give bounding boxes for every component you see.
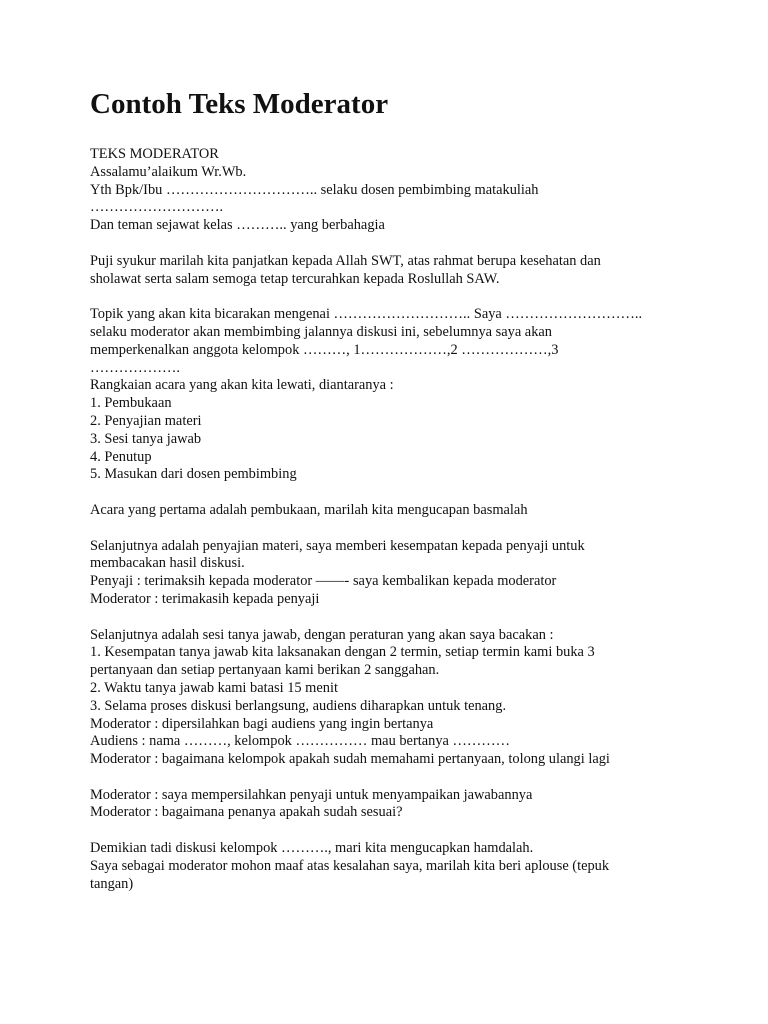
text-line: ………………. [90,359,180,376]
text-line: membacakan hasil diskusi. [90,555,245,572]
text-line: Audiens : nama ………, kelompok …………… mau bertanya ………… [90,733,511,750]
text-line: 1. Pembukaan [90,395,172,412]
text-line: 4. Penutup [90,448,152,465]
blank-line [90,235,690,253]
document-body [90,146,690,893]
text-line: sholawat serta salam semoga tetap tercurahkan kepada Roslullah SAW. [90,270,500,287]
text-line: Selanjutnya adalah sesi tanya jawab, dengan peraturan yang akan saya bacakan : [90,626,554,643]
blank-line [90,609,690,627]
text-line: Moderator : terimakasih kepada penyaji [90,590,320,607]
text-line: 2. Penyajian materi [90,412,202,429]
text-line: memperkenalkan anggota kelompok ………, 1………………,2 ………………,3 [90,341,559,358]
text-line: 3. Sesi tanya jawab [90,430,202,447]
text-line: Selanjutnya adalah penyajian materi, saya memberi kesempatan kepada penyaji untuk [90,537,585,554]
text-line: Moderator : bagaimana penanya apakah sudah sesuai? [90,804,403,821]
text-line: Moderator : saya mempersilahkan penyaji untuk menyampaikan jawabannya [90,786,533,803]
text-line: 5. Masukan dari dosen pembimbing [90,466,297,483]
text-line: Dan teman sejawat kelas ……….. yang berbahagia [90,217,385,234]
text-line: Moderator : dipersilahkan bagi audiens yang ingin bertanya [90,715,434,732]
text-line: 2. Waktu tanya jawab kami batasi 15 menit [90,679,338,696]
blank-line [90,769,690,787]
text-line: TEKS MODERATOR [90,146,219,162]
text-line: ………………………. [90,199,224,216]
text-line: 3. Selama proses diskusi berlangsung, audiens diharapkan untuk tenang. [90,697,507,714]
document-page [90,90,690,893]
blank-line [90,520,690,538]
text-line: 1. Kesempatan tanya jawab kita laksanakan dengan 2 termin, setiap termin kami buka 3 [90,644,595,661]
blank-line [90,822,690,840]
blank-line [90,288,690,306]
text-line: Penyaji : terimaksih kepada moderator ——- saya kembalikan kepada moderator [90,573,557,590]
text-line: pertanyaan dan setiap pertanyaan kami berikan 2 sanggahan. [90,662,440,679]
blank-line [90,484,690,502]
text-line: Yth Bpk/Ibu ………………………….. selaku dosen pembimbing matakuliah [90,181,539,198]
text-line: Rangkaian acara yang akan kita lewati, diantaranya : [90,377,394,394]
document-title: Contoh Teks Moderator [90,88,389,120]
text-line: Puji syukur marilah kita panjatkan kepada Allah SWT, atas rahmat berupa kesehatan dan [90,252,601,269]
text-line: Topik yang akan kita bicarakan mengenai ……………………….. Saya ……………………….. [90,306,643,323]
text-line: selaku moderator akan membimbing jalannya diskusi ini, sebelumnya saya akan [90,323,552,340]
text-line: Demikian tadi diskusi kelompok ………., mari kita mengucapkan hamdalah. [90,840,534,857]
text-line: Acara yang pertama adalah pembukaan, marilah kita mengucapan basmalah [90,501,528,518]
text-line: Assalamu’alaikum Wr.Wb. [90,163,247,180]
text-line: Moderator : bagaimana kelompok apakah sudah memahami pertanyaan, tolong ulangi lagi [90,751,610,768]
text-line: Saya sebagai moderator mohon maaf atas kesalahan saya, marilah kita beri aplouse (tepuk [90,857,610,874]
text-line: tangan) [90,875,134,892]
